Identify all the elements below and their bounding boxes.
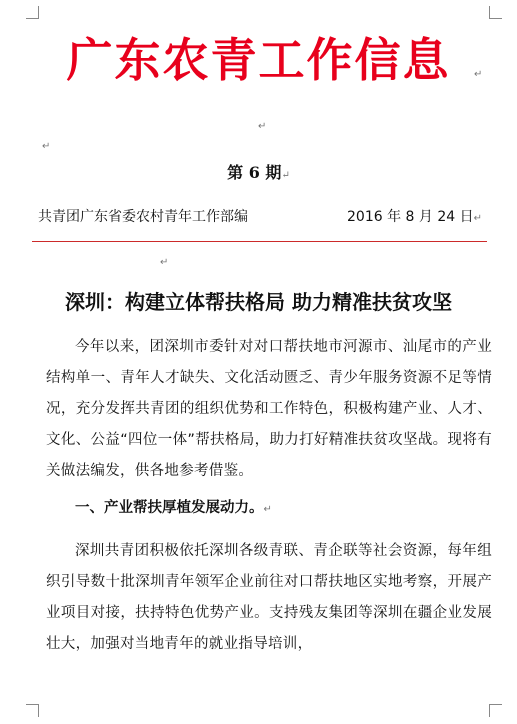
editor-organization: 共青团广东省委农村青年工作部编 <box>38 209 248 225</box>
paragraph-mark: ↵ <box>42 141 51 152</box>
article-headline: 深圳：构建立体帮扶格局 助力精准扶贫攻坚 <box>65 290 452 314</box>
paragraph-mark: ↵ <box>160 257 169 268</box>
publish-date-text: 2016 年 8 月 24 日 <box>347 209 474 225</box>
article-paragraph-intro: 今年以来，团深圳市委针对对口帮扶地市河源市、汕尾市的产业结构单一、青年人才缺失、文化活动匮乏、青少年服务资源不足等情况，充分发挥共青团的组织优势和工作特色，积极构建产业、人才、文化、公益“四位一体”帮扶格局，助力打好精准扶贫攻坚战。现将有关做法编发，供各地参考借鉴。 <box>46 339 492 479</box>
issue-text: 第 6 期 <box>227 163 282 182</box>
page-corner-mark <box>26 6 39 19</box>
section-heading-text: 一、产业帮扶厚植发展动力。 <box>75 500 264 516</box>
paragraph-mark: ↵ <box>258 121 267 132</box>
header-divider <box>32 241 487 242</box>
article-paragraph-industry: 深圳共青团积极依托深圳各级青联、青企联等社会资源，每年组织引导数十批深圳青年领军企业前往对口帮扶地区实地考察，开展产业项目对接，扶持特色优势产业。支持残友集团等深圳在疆企业发展壮大，加强对当地青年的就业指导培训， <box>46 543 492 652</box>
paragraph-mark: ↵ <box>473 213 482 224</box>
publish-date <box>347 206 482 230</box>
masthead-title: 广东农青工作信息 <box>66 33 451 87</box>
paragraph-mark: ↵ <box>263 504 272 515</box>
section-heading <box>46 493 492 525</box>
paragraph-mark: ↵ <box>474 69 483 80</box>
issue-number <box>0 162 517 187</box>
page-corner-mark <box>489 704 502 717</box>
paragraph-mark: ↵ <box>281 170 290 181</box>
page-corner-mark <box>489 6 502 19</box>
page-corner-mark <box>26 704 39 717</box>
